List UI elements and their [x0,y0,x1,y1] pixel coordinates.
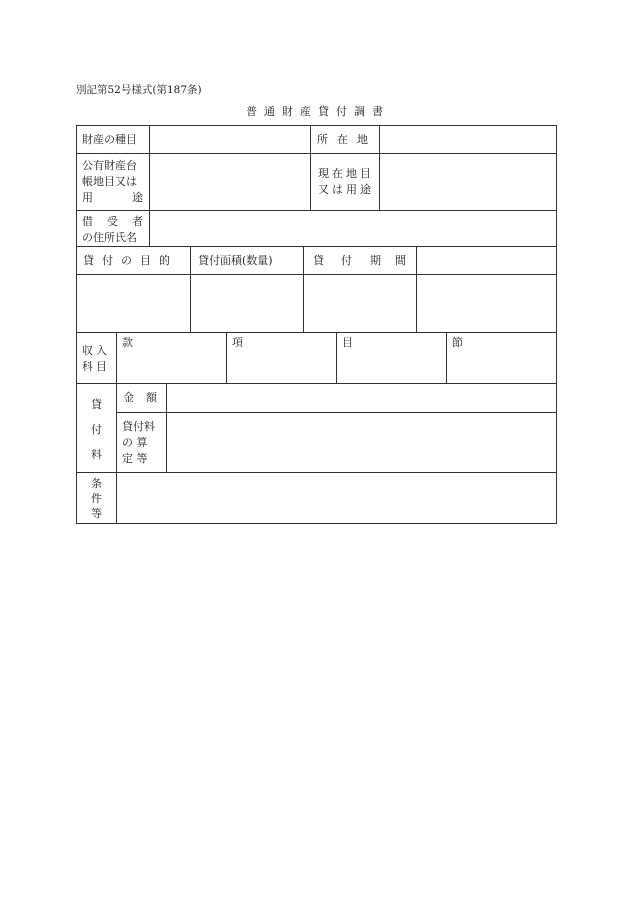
conditions-label-char-3: 等 [91,507,102,520]
fee-amount-label-a: 金 [123,391,134,404]
property-type-field[interactable] [149,125,311,154]
borrower-label-cell [76,210,150,247]
current-land-use-label-cell [310,153,380,211]
period-field[interactable] [303,274,417,333]
fee-amount-label-b: 額 [146,391,157,404]
revenue-label-line2: 科目 [82,360,110,373]
loan-extra-field[interactable] [416,274,557,333]
ledger-land-use-line3-left: 用 [82,191,93,204]
ledger-land-use-label-cell [76,153,150,211]
revenue-label-line1: 収入 [82,344,110,357]
period-header-cell [303,246,417,275]
revenue-setsu-field[interactable] [446,332,557,384]
fee-amount-label-cell [116,383,167,413]
fee-label-cell [76,383,117,473]
location-field[interactable] [379,125,557,154]
period-header-b: 付 [341,254,352,267]
fee-calc-label-cell [116,412,167,473]
purpose-header: 貸付の目的 [83,254,178,267]
revenue-moku-label: 目 [342,336,353,349]
document-title: 普通財産貸付調書 [246,105,390,118]
location-label: 所在地 [317,133,377,146]
revenue-kan-label: 款 [122,336,133,349]
lease-form [76,125,557,524]
conditions-label-char-2: 件 [91,492,102,505]
borrower-field[interactable] [149,210,557,247]
revenue-label-cell [76,332,117,384]
period-header-c: 期 [370,254,381,267]
area-field[interactable] [190,274,304,333]
ledger-land-use-line1: 公有財産台 [82,159,137,172]
period-header-d: 間 [395,254,406,267]
revenue-kou-label: 項 [232,336,243,349]
borrower-line2: の住所氏名 [82,231,137,244]
location-label-cell [310,125,380,154]
ledger-land-use-line2: 帳地目又は [82,175,137,188]
fee-label-char-2: 付 [91,423,102,436]
current-land-use-line2: 又は用途 [318,183,374,196]
ledger-land-use-field[interactable] [149,153,311,211]
conditions-field[interactable] [116,472,557,524]
property-type-label: 財産の種目 [82,133,137,146]
conditions-label-char-1: 条 [91,477,102,490]
revenue-moku-field[interactable] [336,332,447,384]
fee-amount-field[interactable] [166,383,557,413]
fee-label-char-1: 貸 [91,398,102,411]
period-header-a: 貸 [313,254,324,267]
borrower-line1-c: 者 [132,215,143,228]
revenue-kan-field[interactable] [116,332,227,384]
borrower-line1-b: 受 [107,215,118,228]
current-land-use-line1: 現在地目 [318,167,374,180]
form-number: 別記第52号様式(第187条) [76,84,202,96]
fee-calc-field[interactable] [166,412,557,473]
revenue-setsu-label: 節 [452,336,463,349]
area-header: 貸付面積(数量) [198,254,273,267]
fee-calc-line1: 貸付料 [122,420,155,433]
conditions-label-cell [76,472,117,524]
fee-calc-line3: 定 等 [122,452,148,465]
fee-label-char-3: 料 [91,448,102,461]
fee-calc-line2: の 算 [122,436,148,449]
purpose-field[interactable] [76,274,191,333]
property-type-label-cell [76,125,150,154]
area-header-cell [190,246,304,275]
loan-header-blank-cell [416,246,557,275]
revenue-kou-field[interactable] [226,332,337,384]
current-land-use-field[interactable] [379,153,557,211]
ledger-land-use-line3-right: 途 [132,191,143,204]
purpose-header-cell [76,246,191,275]
borrower-line1-a: 借 [82,215,93,228]
